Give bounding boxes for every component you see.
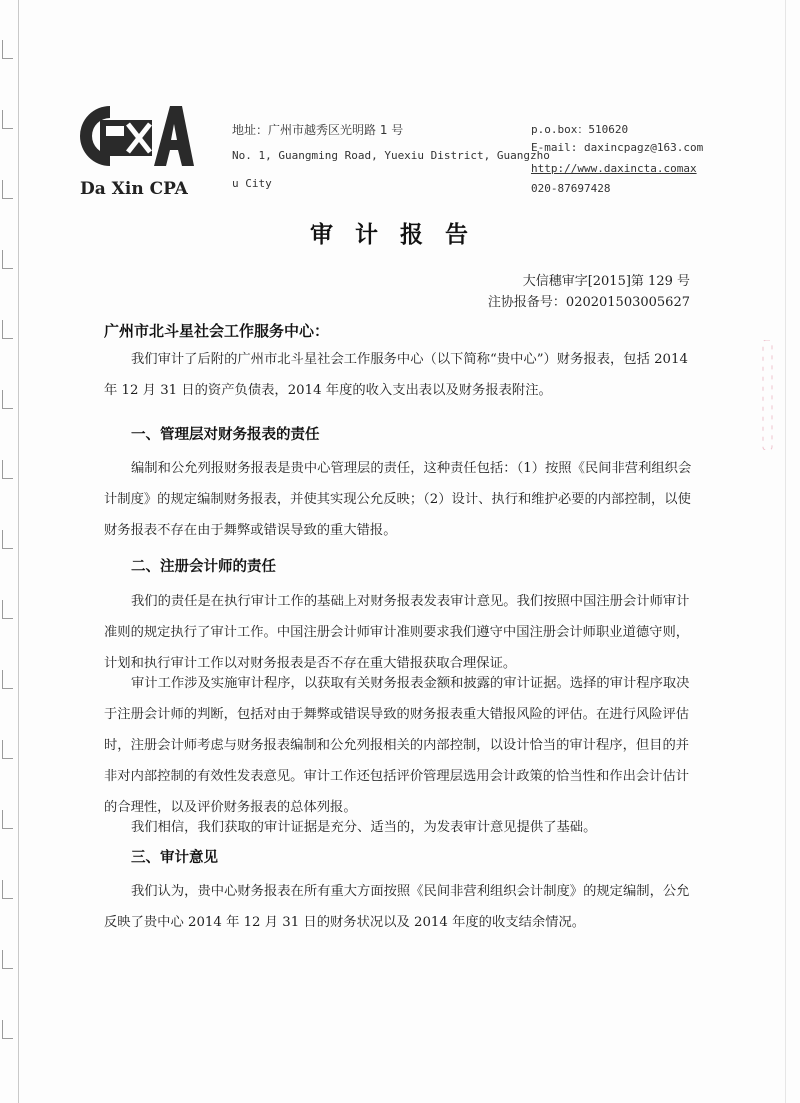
pobox: p.o.box：510620: [531, 123, 629, 136]
management-responsibility-paragraph: 编制和公允列报财务报表是贵中心管理层的责任，这种责任包括：（1）按照《民间非营利组织会计制度》的规定编制财务报表，并使其实现公允反映；（2）设计、执行和维护必要的内部控制，以使财务报表不存在由于舞弊或错误导致的重大错报。: [104, 461, 692, 538]
logo-mark-icon: [66, 100, 196, 172]
audit-opinion-paragraph: 我们认为，贵中心财务报表在所有重大方面按照《民间非营利组织会计制度》的规定编制，公允反映了贵中心 2014 年 12 月 31 日的财务状况以及 2014 年度的收支结余情况。: [104, 884, 690, 930]
binding-tick: [2, 250, 13, 269]
intro-paragraph: 我们审计了后附的广州市北斗星社会工作服务中心（以下简称“贵中心”）财务报表，包括 2014 年 12 月 31 日的资产负债表，2014 年度的收入支出表以及财务报表附注。: [104, 352, 688, 398]
address-english-line2: u City: [232, 177, 272, 190]
section-heading-auditor: 二、注册会计师的责任: [131, 558, 276, 575]
auditor-responsibility-paragraph-2: 审计工作涉及实施审计程序，以获取有关财务报表金额和披露的审计证据。选择的审计程序取决于注册会计师的判断，包括对由于舞弊或错误导致的财务报表重大错报风险的评估。在进行风险评估时，注册会计师考虑与财务报表编制和公允列报相关的内部控制，以设计恰当的审计程序，但目的并非对内部控制的有效性发表意见。审计工作还包括评价管理层选用会计政策的恰当性和作出会计估计的合理性，以及评价财务报表的总体列报。: [104, 676, 690, 815]
binding-tick: [2, 880, 13, 899]
report-title: 审计报告: [310, 221, 490, 248]
binding-tick: [2, 950, 13, 969]
website-link[interactable]: http://www.daxincta.comax: [531, 162, 697, 175]
binding-tick: [2, 810, 13, 829]
binding-tick: [2, 1020, 13, 1039]
page-edge: [785, 0, 786, 1103]
binding-edge: [18, 0, 19, 1103]
report-ref-number: 大信穗审字[2015]第 129 号: [522, 274, 690, 289]
binding-tick: [2, 740, 13, 759]
binding-tick: [2, 40, 13, 59]
binding-tick: [2, 460, 13, 479]
addressee: 广州市北斗星社会工作服务中心：: [104, 322, 330, 340]
stamp-icon: [760, 340, 776, 450]
binding-strip: [0, 0, 22, 1103]
binding-tick: [2, 670, 13, 689]
address-chinese: 地址：广州市越秀区光明路 1 号: [232, 123, 404, 137]
email: E-mail: daxincpagz@163.com: [531, 141, 704, 154]
binding-tick: [2, 320, 13, 339]
filing-number: 注协报备号：020201503005627: [487, 295, 690, 310]
binding-tick: [2, 530, 13, 549]
binding-tick: [2, 600, 13, 619]
section-heading-opinion: 三、审计意见: [131, 849, 218, 866]
phone: 020-87697428: [531, 182, 611, 195]
binding-tick: [2, 180, 13, 199]
auditor-responsibility-paragraph-3: 我们相信，我们获取的审计证据是充分、适当的，为发表审计意见提供了基础。: [131, 820, 597, 835]
binding-tick: [2, 110, 13, 129]
auditor-responsibility-paragraph-1: 我们的责任是在执行审计工作的基础上对财务报表发表审计意见。我们按照中国注册会计师审计准则的规定执行了审计工作。中国注册会计师审计准则要求我们遵守中国注册会计师职业道德守则，计划和执行审计工作以对财务报表是否不存在重大错报获取合理保证。: [104, 594, 690, 671]
binding-tick: [2, 390, 13, 409]
seam-stamp-mark: [760, 340, 776, 450]
address-english-line1: No. 1, Guangming Road, Yuexiu District, Guangzho: [232, 149, 550, 162]
firm-name: Da Xin CPA: [80, 179, 188, 199]
section-heading-management: 一、管理层对财务报表的责任: [131, 426, 320, 443]
